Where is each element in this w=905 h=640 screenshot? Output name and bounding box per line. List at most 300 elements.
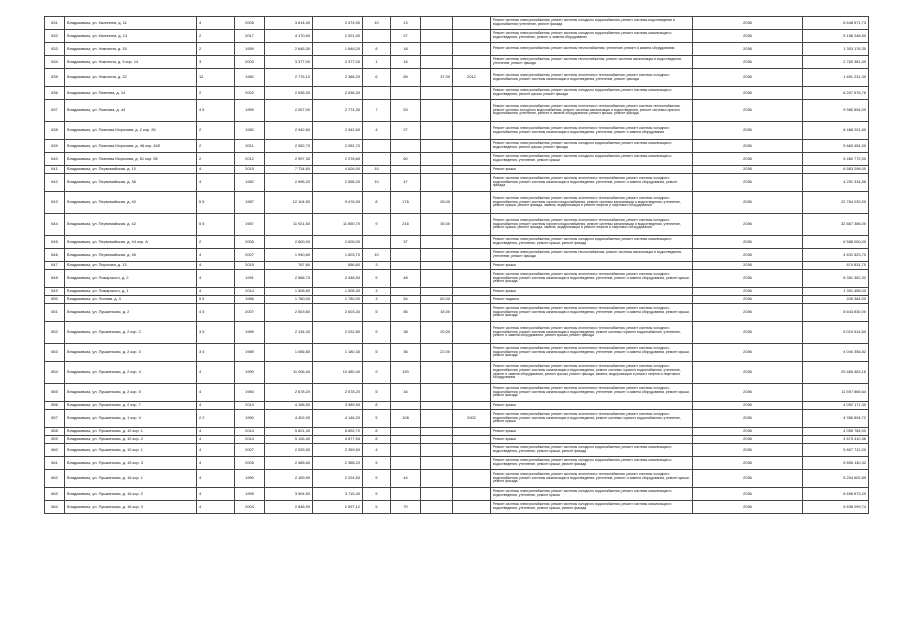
table-row [45, 488, 869, 501]
total-area-cell: 1 508,60 [265, 288, 313, 296]
total-area-cell: 7 734,60 [265, 166, 313, 174]
count-cell-1: 3 [363, 296, 391, 304]
table-row [45, 69, 869, 87]
count-cell-2: 70 [391, 501, 421, 514]
living-area-cell: 2 368,20 [313, 457, 363, 470]
floors-cell: 3 4 [197, 344, 235, 362]
period-cell: 2036 [693, 428, 803, 436]
count-cell-3 [421, 262, 453, 270]
address-cell: Владикавказ, ул. Пушкинская, д. 2 кор. 5 [65, 384, 197, 402]
count-cell-1: 5 [363, 410, 391, 428]
floors-cell: 12 [197, 69, 235, 87]
works-list-cell: Ремонт крыши [491, 436, 693, 444]
count-cell-2: 37 [391, 236, 421, 249]
period-cell: 2036 [693, 444, 803, 457]
row-number: 661 [45, 457, 65, 470]
period-cell: 2036 [693, 17, 803, 30]
floors-cell: 2 [197, 153, 235, 166]
works-list-cell: Ремонт крыши [491, 428, 693, 436]
year-cell: 1982 [235, 174, 265, 192]
cost-cell: 4 956 894,72 [803, 410, 869, 428]
count-cell-1: 10 [363, 166, 391, 174]
works-list-cell: Ремонт крыши [491, 262, 693, 270]
address-cell: Владикавказ, ул. Пушкинская, д. 10 кор. 2 [65, 436, 197, 444]
total-area-cell: 2 568,70 [265, 270, 313, 288]
count-cell-4 [453, 17, 491, 30]
row-number: 635 [45, 69, 65, 87]
living-area-cell: 1 780,00 [313, 296, 363, 304]
count-cell-2: 48 [391, 270, 421, 288]
cost-cell: 4 055 784,00 [803, 428, 869, 436]
table-row [45, 166, 869, 174]
count-cell-1: 5 [363, 322, 391, 344]
period-cell: 2036 [693, 362, 803, 384]
works-list-cell: Ремонт системы электроснабжения, ремонт системы отопления и теплоснабжения, ремонт системы холодного водоснабжения, ремонт системы канализации и водоотведения, утепление, ремонт и замена оборудования, ремонт фасада [491, 174, 693, 192]
address-cell: Владикавказ, ул. Пушкинская, д. 10 кор. 1 [65, 444, 197, 457]
count-cell-3 [421, 501, 453, 514]
year-cell: 1986 [235, 296, 265, 304]
period-cell: 2036 [693, 56, 803, 69]
table-row [45, 436, 869, 444]
works-list-cell: Ремонт системы электроснабжения, ремонт системы отопления и теплоснабжения, ремонт системы холодного водоснабжения, ремонт системы канализации и водоотведения, утепление, ремонт и замена оборудования, ремонт крыши, ремонт фасада [491, 270, 693, 288]
cost-cell: 1 691 231,30 [803, 69, 869, 87]
count-cell-3 [421, 457, 453, 470]
floors-cell: 4 [197, 362, 235, 384]
floors-cell: 4 [197, 402, 235, 410]
works-list-cell: Ремонт системы электроснабжения, ремонт системы отопления и теплоснабжения, ремонт системы холодного водоснабжения, ремонт системы горячего водоснабжения, ремонт системы канализации и водоотведения, утепление, ремонт крыши, ремонт фасада, замена, модернизация и ремонт лифтов и лифтового оборудования [491, 214, 693, 236]
cost-cell: 29 485 463,16 [803, 362, 869, 384]
works-list-cell: Ремонт крыши [491, 166, 693, 174]
count-cell-2: 53 [391, 100, 421, 122]
count-cell-1 [363, 30, 391, 43]
works-list-cell: Ремонт системы электроснабжения, ремонт системы отопления и теплоснабжения, ремонт системы холодного водоснабжения, ремонт системы канализации и водоотведения, ремонт системы горячего водоснабжения, утепление, ремонт и замена оборудования, ремонт крыши, ремонт фасада [491, 322, 693, 344]
count-cell-3 [421, 17, 453, 30]
count-cell-4 [453, 270, 491, 288]
count-cell-1: 8 [363, 192, 391, 214]
total-area-cell: 2 645,30 [265, 43, 313, 56]
floors-cell: 5 5 [197, 296, 235, 304]
year-cell: 1987 [235, 192, 265, 214]
period-cell: 2036 [693, 174, 803, 192]
count-cell-3 [421, 249, 453, 262]
count-cell-4 [453, 214, 491, 236]
row-number: 651 [45, 304, 65, 322]
period-cell: 2036 [693, 296, 803, 304]
count-cell-3 [421, 87, 453, 100]
count-cell-4 [453, 488, 491, 501]
count-cell-1: 5 [363, 304, 391, 322]
count-cell-3: 37,00 [421, 69, 453, 87]
works-list-cell: Ремонт системы электроснабжения, ремонт системы холодного водоснабжения, ремонт системы канализации и водоотведения, утепление, ремонт крыши [491, 153, 693, 166]
living-area-cell: 4 626,00 [313, 166, 363, 174]
count-cell-3: 22,00 [421, 344, 453, 362]
row-number: 653 [45, 344, 65, 362]
count-cell-4 [453, 457, 491, 470]
address-cell: Владикавказ, ул. Калинина, д. 11 [65, 17, 197, 30]
address-cell: Владикавказ, ул. Пушкинская, д. 2 кор. 7 [65, 402, 197, 410]
table-body [45, 17, 869, 514]
year-cell: 2015 [235, 166, 265, 174]
count-cell-2 [391, 444, 421, 457]
count-cell-2: 36 [391, 344, 421, 362]
cost-cell: 5 663 454,00 [803, 140, 869, 153]
table-row [45, 262, 869, 270]
cost-cell: 6 351 362,32 [803, 270, 869, 288]
count-cell-2: 16 [391, 56, 421, 69]
cost-cell: 32 687 386,00 [803, 214, 869, 236]
capital-repair-table [44, 16, 869, 514]
living-area-cell: 2 474,50 [313, 17, 363, 30]
living-area-cell: 2 224,50 [313, 470, 363, 488]
count-cell-3 [421, 444, 453, 457]
living-area-cell: 1 648,20 [313, 43, 363, 56]
table-row [45, 384, 869, 402]
period-cell: 2036 [693, 288, 803, 296]
period-cell: 2036 [693, 87, 803, 100]
count-cell-3 [421, 270, 453, 288]
year-cell: 1990 [235, 470, 265, 488]
count-cell-3 [421, 436, 453, 444]
table-row [45, 17, 869, 30]
total-area-cell: 2 997,30 [265, 153, 313, 166]
works-list-cell: Ремонт системы электроснабжения, ремонт системы холодного водоснабжения, ремонт системы канализации и водоотведения, утепление, ремонт крыши, ремонт фасада [491, 457, 693, 470]
row-number: 650 [45, 296, 65, 304]
count-cell-4 [453, 322, 491, 344]
total-area-cell: 2 776,10 [265, 69, 313, 87]
count-cell-2 [391, 402, 421, 410]
living-area-cell: 2 636,30 [313, 87, 363, 100]
year-cell: 1990 [235, 362, 265, 384]
row-number: 632 [45, 30, 65, 43]
total-area-cell: 2 485,60 [265, 457, 313, 470]
count-cell-3 [421, 488, 453, 501]
count-cell-4: 2012 [453, 69, 491, 87]
floors-cell: 4 [197, 444, 235, 457]
year-cell: 1982 [235, 69, 265, 87]
works-list-cell: Ремонт крыши [491, 288, 693, 296]
period-cell: 2036 [693, 322, 803, 344]
living-area-cell: 2 377,00 [313, 56, 363, 69]
cost-cell: 2 760 381,40 [803, 56, 869, 69]
living-area-cell: 656,60 [313, 262, 363, 270]
year-cell: 2015 [235, 262, 265, 270]
table-row [45, 100, 869, 122]
works-list-cell: Ремонт системы электроснабжения, ремонт системы отопления и теплоснабжения, ремонт системы холодного водоснабжения, ремонт системы канализации и водоотведения, утепление, ремонт и замена оборудования, ремонт крыши, ремонт фасада [491, 470, 693, 488]
works-list-cell: Ремонт системы электроснабжения, ремонт системы холодного водоснабжения, ремонт системы канализации и водоотведения, утепление, ремонт крыши, ремонт фасада [491, 236, 693, 249]
address-cell: Владикавказ, ул. Первомайская, д. 36 [65, 174, 197, 192]
cost-cell: 5 019 514,50 [803, 322, 869, 344]
living-area-cell: 2 678,20 [313, 384, 363, 402]
count-cell-4 [453, 288, 491, 296]
table-row [45, 428, 869, 436]
count-cell-1 [363, 87, 391, 100]
period-cell: 2036 [693, 402, 803, 410]
count-cell-1: 8 [363, 43, 391, 56]
count-cell-1 [363, 236, 391, 249]
count-cell-1 [363, 140, 391, 153]
floors-cell: 2 [197, 236, 235, 249]
table-row [45, 362, 869, 384]
year-cell: 2014 [235, 402, 265, 410]
count-cell-4 [453, 470, 491, 488]
count-cell-1: 3 [363, 288, 391, 296]
table-row [45, 214, 869, 236]
living-area-cell: 2 600,00 [313, 236, 363, 249]
count-cell-1 [363, 153, 391, 166]
cost-cell: 1 303 176,30 [803, 43, 869, 56]
floors-cell: 4 [197, 249, 235, 262]
count-cell-3 [421, 410, 453, 428]
living-area-cell: 1 180,30 [313, 344, 363, 362]
count-cell-3 [421, 100, 453, 122]
living-area-cell: 4 146,20 [313, 410, 363, 428]
row-number: 638 [45, 122, 65, 140]
total-area-cell: 3 614,40 [265, 17, 313, 30]
works-list-cell: Ремонт системы электроснабжения, ремонт системы отопления и теплоснабжения, ремонт системы холодного водоснабжения, ремонт системы канализации и водоотведения, утепление, ремонт и замена оборудования, ремонт крыши, ремонт фасада [491, 384, 693, 402]
count-cell-2: 176 [391, 192, 421, 214]
cost-cell: 4 673 410,36 [803, 436, 869, 444]
floors-cell: 4 [197, 288, 235, 296]
count-cell-4 [453, 192, 491, 214]
count-cell-3 [421, 428, 453, 436]
year-cell: 2014 [235, 428, 265, 436]
year-cell: 2007 [235, 304, 265, 322]
living-area-cell: 9 476,95 [313, 192, 363, 214]
living-area-cell: 3 715,40 [313, 488, 363, 501]
period-cell: 2036 [693, 410, 803, 428]
period-cell: 2036 [693, 457, 803, 470]
table-row [45, 30, 869, 43]
row-number: 634 [45, 56, 65, 69]
count-cell-4 [453, 344, 491, 362]
address-cell: Владикавказ, ул. Первомайская, д. 10 [65, 166, 197, 174]
works-list-cell: Ремонт крыши [491, 402, 693, 410]
table-row [45, 122, 869, 140]
period-cell: 2036 [693, 501, 803, 514]
count-cell-4 [453, 384, 491, 402]
count-cell-2: 190 [391, 362, 421, 384]
row-number: 655 [45, 384, 65, 402]
floors-cell: 4 [197, 457, 235, 470]
period-cell: 2036 [693, 140, 803, 153]
floors-cell: 3 [197, 56, 235, 69]
table-row [45, 288, 869, 296]
count-cell-3: 35,00 [421, 214, 453, 236]
count-cell-2: 18 [391, 43, 421, 56]
works-list-cell: Ремонт системы электроснабжения, ремонт системы отопления и теплоснабжения, ремонт системы холодного водоснабжения, ремонт системы канализации и водоотведения, утепление, ремонт и замена оборудования [491, 122, 693, 140]
floors-cell: 4 [197, 488, 235, 501]
count-cell-4 [453, 428, 491, 436]
address-cell: Владикавказ, ул. Калинина, д. 13 [65, 30, 197, 43]
count-cell-3 [421, 174, 453, 192]
count-cell-4 [453, 87, 491, 100]
count-cell-3 [421, 140, 453, 153]
works-list-cell: Ремонт системы электроснабжения, ремонт системы отопления и теплоснабжения, ремонт системы холодного водоснабжения, ремонт системы канализации и водоотведения, утепление, ремонт фасада [491, 69, 693, 87]
total-area-cell: 12 104,50 [265, 192, 313, 214]
row-number: 639 [45, 140, 65, 153]
count-cell-2: 216 [391, 214, 421, 236]
year-cell: 2017 [235, 30, 265, 43]
count-cell-1: 5 [363, 457, 391, 470]
count-cell-3 [421, 122, 453, 140]
count-cell-4 [453, 140, 491, 153]
count-cell-2: 60 [391, 153, 421, 166]
count-cell-1: 5 [363, 470, 391, 488]
total-area-cell: 2 678,20 [265, 384, 313, 402]
total-area-cell: 1 940,60 [265, 249, 313, 262]
address-cell: Владикавказ, ул. Пушкинская, д. 16 кор. 3 [65, 501, 197, 514]
address-cell: Владикавказ, ул. Пушкинская, д. 1 кор. 4 [65, 410, 197, 428]
table-row [45, 270, 869, 288]
table-row [45, 236, 869, 249]
count-cell-1: 4 [363, 122, 391, 140]
year-cell: 1991 [235, 270, 265, 288]
cost-cell: 5 204 602,85 [803, 470, 869, 488]
table-row [45, 344, 869, 362]
count-cell-1: 10 [363, 174, 391, 192]
count-cell-4 [453, 122, 491, 140]
count-cell-3 [421, 236, 453, 249]
period-cell: 2036 [693, 262, 803, 270]
count-cell-2: 44 [391, 470, 421, 488]
living-area-cell: 2 078,60 [313, 153, 363, 166]
year-cell: 2005 [235, 457, 265, 470]
count-cell-3: 18,00 [421, 304, 453, 322]
total-area-cell: 11 921,60 [265, 214, 313, 236]
row-number: 658 [45, 428, 65, 436]
cost-cell: 6 648 571,73 [803, 17, 869, 30]
row-number: 663 [45, 488, 65, 501]
living-area-cell: 2 697,12 [313, 501, 363, 514]
floors-cell: 2 [197, 122, 235, 140]
count-cell-2: 27 [391, 122, 421, 140]
cost-cell: 5 638 099,74 [803, 501, 869, 514]
cost-cell: 6 207 676,76 [803, 87, 869, 100]
row-number: 660 [45, 444, 65, 457]
count-cell-4 [453, 56, 491, 69]
count-cell-2 [391, 140, 421, 153]
count-cell-4 [453, 30, 491, 43]
count-cell-2: 54 [391, 296, 421, 304]
period-cell: 2036 [693, 30, 803, 43]
works-list-cell: Ремонт системы электроснабжения, ремонт системы теплоснабжения, утепление, ремонт и замена оборудования [491, 43, 693, 56]
year-cell: 1984 [235, 384, 265, 402]
cost-cell: 9 980 894,00 [803, 100, 869, 122]
row-number: 631 [45, 17, 65, 30]
living-area-cell: 2 774,30 [313, 100, 363, 122]
period-cell: 2036 [693, 166, 803, 174]
year-cell: 1989 [235, 322, 265, 344]
count-cell-4 [453, 444, 491, 457]
count-cell-3 [421, 166, 453, 174]
year-cell: 2007 [235, 249, 265, 262]
period-cell: 2036 [693, 344, 803, 362]
living-area-cell: 2 696,20 [313, 174, 363, 192]
living-area-cell: 2 032,80 [313, 322, 363, 344]
works-list-cell: Ремонт системы электроснабжения, ремонт системы отопления и теплоснабжения, ремонт системы холодного водоснабжения, ремонт системы канализации и водоотведения, утепление, ремонт и замена оборудования, ремонт крыши, ремонт фасада [491, 344, 693, 362]
count-cell-3 [421, 30, 453, 43]
total-area-cell: 2 925,50 [265, 444, 313, 457]
table-row [45, 322, 869, 344]
living-area-cell: 2 603,30 [313, 304, 363, 322]
count-cell-3 [421, 470, 453, 488]
living-area-cell: 1 508,30 [313, 288, 363, 296]
year-cell: 1987 [235, 214, 265, 236]
period-cell: 2036 [693, 122, 803, 140]
count-cell-1: 8 [363, 436, 391, 444]
count-cell-3 [421, 56, 453, 69]
table-row [45, 43, 869, 56]
total-area-cell: 2 952,70 [265, 140, 313, 153]
total-area-cell: 2 636,30 [265, 87, 313, 100]
count-cell-2: 27 [391, 30, 421, 43]
works-list-cell: Ремонт системы электроснабжения, ремонт системы отопления и теплоснабжения, ремонт системы холодного водоснабжения, ремонт системы канализации и водоотведения, утепление, ремонт и замена оборудования, ремонт крыши, ремонт фасада [491, 304, 693, 322]
living-area-cell: 11 850,70 [313, 214, 363, 236]
count-cell-1: 10 [363, 17, 391, 30]
floors-cell: 5 5 [197, 214, 235, 236]
living-area-cell: 2 942,60 [313, 122, 363, 140]
table-row [45, 402, 869, 410]
row-number: 649 [45, 288, 65, 296]
count-cell-1: 5 [363, 488, 391, 501]
living-area-cell: 4 877,54 [313, 436, 363, 444]
address-cell: Владикавказ, ул. Попова, д. 3 [65, 296, 197, 304]
floors-cell: 4 [197, 436, 235, 444]
row-number: 637 [45, 100, 65, 122]
count-cell-4 [453, 362, 491, 384]
row-number: 654 [45, 362, 65, 384]
floors-cell: 2 [197, 87, 235, 100]
address-cell: Владикавказ, ул. Пирогова, д. 13 [65, 262, 197, 270]
address-cell: Владикавказ, ул. Первомайская, д. 46 [65, 249, 197, 262]
year-cell: 1990 [235, 410, 265, 428]
count-cell-2: 65 [391, 69, 421, 87]
row-number: 636 [45, 87, 65, 100]
year-cell: 2014 [235, 288, 265, 296]
address-cell: Владикавказ, ул. Пушкинская, д. 16 кор. 2 [65, 488, 197, 501]
address-cell: Владикавказ, ул. Пушкинская, д. 2 кор. 3 [65, 344, 197, 362]
count-cell-4 [453, 304, 491, 322]
period-cell: 2036 [693, 236, 803, 249]
period-cell: 2036 [693, 304, 803, 322]
total-area-cell: 2 169,50 [265, 470, 313, 488]
period-cell: 2036 [693, 249, 803, 262]
works-list-cell: Ремонт системы электроснабжения, ремонт системы теплоснабжения, ремонт системы канализации и водоотведения, утепление, ремонт фасада [491, 249, 693, 262]
count-cell-2 [391, 428, 421, 436]
floors-cell: 4 [197, 166, 235, 174]
count-cell-4 [453, 166, 491, 174]
period-cell: 2036 [693, 270, 803, 288]
row-number: 643 [45, 192, 65, 214]
count-cell-1: 7 [363, 100, 391, 122]
row-number: 662 [45, 470, 65, 488]
table-row [45, 501, 869, 514]
cost-cell: 6 583 296,00 [803, 166, 869, 174]
cost-cell: 8 698 673,20 [803, 488, 869, 501]
row-number: 633 [45, 43, 65, 56]
floors-cell: 4 [197, 270, 235, 288]
works-list-cell: Ремонт системы электроснабжения, ремонт системы холодного водоснабжения, ремонт системы канализации и водоотведения, утепление, ремонт и замена оборудования [491, 30, 693, 43]
table-row [45, 296, 869, 304]
address-cell: Владикавказ, ул. Никитина, д. 22 [65, 69, 197, 87]
floors-cell: 4 5 [197, 304, 235, 322]
total-area-cell: 1 780,00 [265, 296, 313, 304]
count-cell-4 [453, 501, 491, 514]
count-cell-2 [391, 488, 421, 501]
works-list-cell: Ремонт системы электроснабжения, ремонт системы отопления и теплоснабжения, ремонт системы холодного водоснабжения, ремонт системы канализации и водоотведения, ремонт системы горячего водоснабжения, утепление, ремонт крыши [491, 410, 693, 428]
count-cell-1: 3 [363, 262, 391, 270]
total-area-cell: 2 007,00 [265, 100, 313, 122]
